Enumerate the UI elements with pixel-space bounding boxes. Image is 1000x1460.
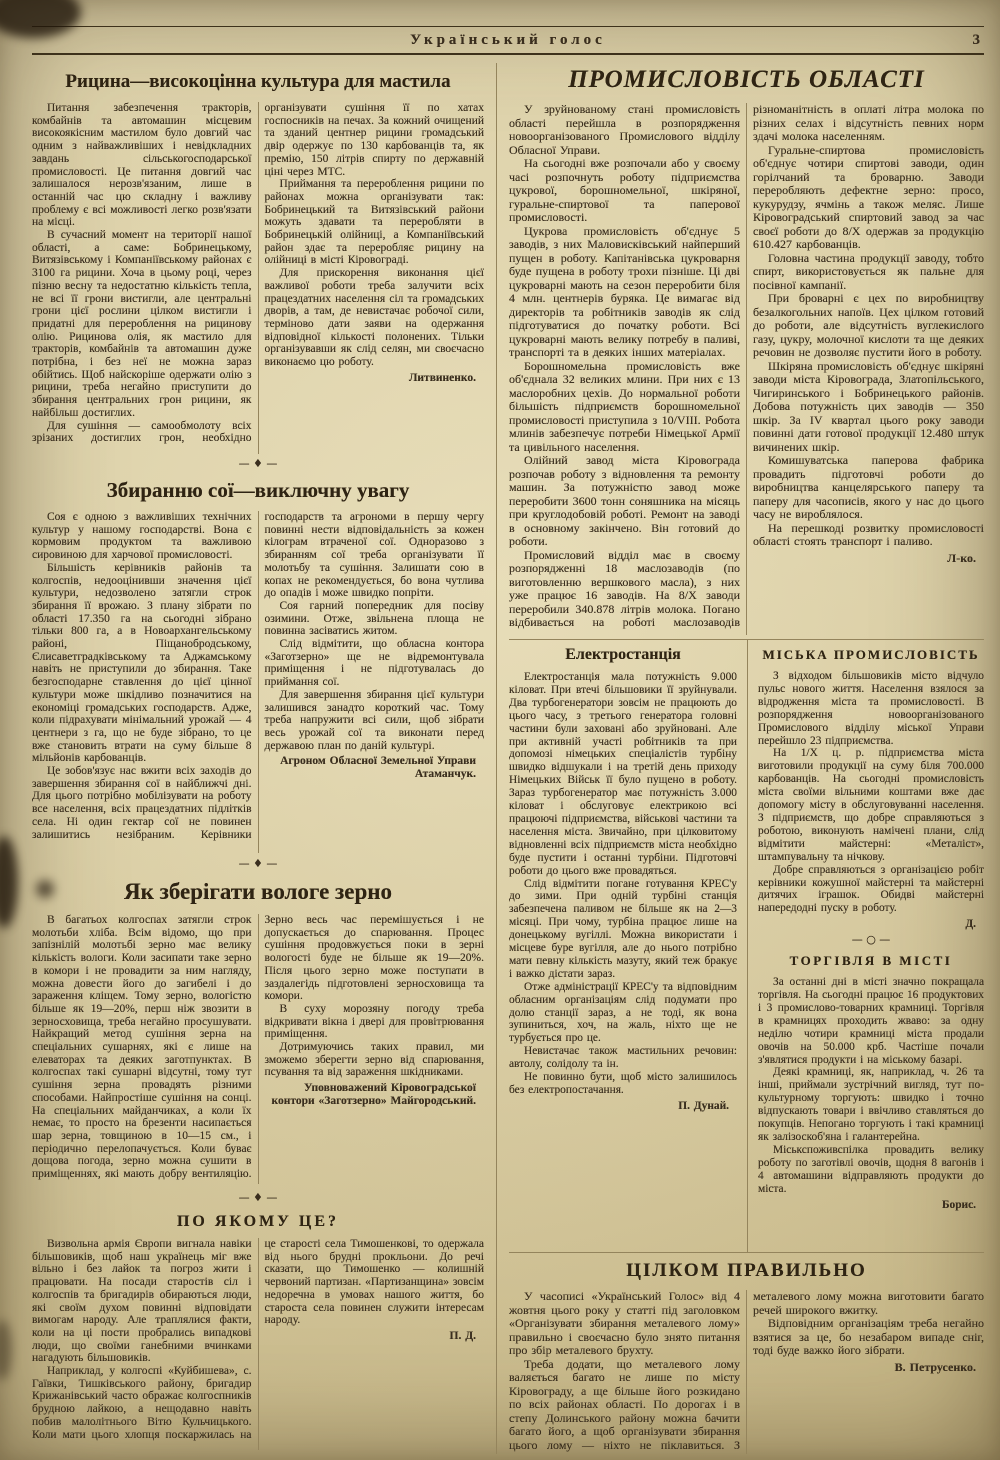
article-tsilkom-pravylno: [509, 1252, 984, 1454]
newspaper-title: Український голос: [410, 31, 606, 48]
article-title: ТОРГІВЛЯ В МІСТІ: [789, 953, 953, 969]
paragraph: Промисловий відділ має в своєму розпорядженні 18 маслозаводів (по виготовленню вершкового масла), з них уже працює 16 заводів. На 8/X заводи переробили 340.878 літрів молока. Погано відбивається на роботі маслозаводів різноманітність в оплаті літра молока по різних селах і відсутність певних норм здачі молока населенням.: [509, 103, 984, 629]
byline: Борис.: [941, 1198, 976, 1211]
byline: В. Петрусенко.: [894, 1359, 976, 1374]
paragraph: Отже адміністрації КРЕС'у та відповідним обласним організаціям слід подумати про долю станції зараз, а не тоді, як вона зупиниться, хоч, на жаль, ніхто ще не турбується про це.: [509, 980, 737, 1045]
paragraph: Треба додати, що металевого лому валяється багато не лише по місту Кіровограду, а ще більше його розкидано по всіх районах області. По дорогах і в степу Долинського району можна бачити багато його, а щоб організувати збирання цього лому — ніхто не піклавиться. З металевого лому можна виготовити багато речей широкого вжитку.: [509, 1290, 984, 1452]
byline: П. Дунай.: [678, 1099, 729, 1112]
byline: Уповноважений Кіровоградської контори «Заготзерно» Майгородський.: [271, 1082, 476, 1107]
page-content: [32, 6, 984, 1454]
paragraph: В багатьох колгоспах затягли строк молотьби хліба. Всім відомо, що при запізнілій молотьбі зерно має велику кількість вологи. Коли засипати таке зерно в комори і не провадити за ним нагляду, можна довести його до загибелі і до зараження кліщем. Тому зерно, вологістю більше як 19—20%, перш ніж звозити в зерносховища, треба негайно просушувати. Найкращий метод сушіння зерна на спеціальних сушарнях, які є лише на елеваторах та деяких заготпунктах. В колгоспах такі сушарні відсутні, тому тут сушіння зерна провадять різними способами. Найпростіше сушіння на сонці. На спеціальних майданчиках, а коли їх немає, то просто на брезенти насипається шар зерна, товщиною в 10—15 см., і періодично перелопачується. Коли буває дощова погода, зерно можна сушити в приміщеннях, які мають добру вентиляцію. Зерно весь час перемішується і не допускається до спарювання. Процес сушіння продовжується поки в зерні вологості буде не більше як 19—20%. Після цього зерно може поступати в заздалегідь підготовлені зерносховища та комори.: [32, 914, 484, 1181]
article-body: [758, 976, 984, 1211]
paragraph: Приймання та перероблення рицини по районах можна організувати так: Бобринецький та Витязівський райони можуть здавати та переробляти в Бобринецькій олійниці, а Компаніївський район здає та переробляє рицину на олійниці в місті Кіровограді.: [264, 178, 484, 267]
byline-role: Агроном Обласної Земельної Управи: [280, 755, 476, 768]
byline: П. Д.: [449, 1329, 476, 1342]
byline: Литвиненко.: [408, 371, 476, 384]
article-miska-promyslovist: [758, 640, 984, 931]
paragraph: Слід відмітити, що обласна контора «Заготзерно» ще не відремонтувала приміщення і не підготувалась до приймання сої.: [264, 638, 484, 689]
paragraph: З відходом більшовиків місто відчуло пульс нового життя. Населення взялося за відродження міста та промисловості. В розпорядження новоорганізованого Промислового відділу міської Управи перейшло 23 підприємства.: [758, 670, 984, 747]
subcolumn-miska-torhivlia: [748, 640, 984, 1252]
paragraph: Електростанція мала потужність 9.000 кіловат. При втечі більшовики її зруйнували. Два турбогенератори зовсім не працюють до цього часу, з третього генератора головні частини були заховані або зруйновані. Але при активній участі робітників та при допомозі німецьких спеціалістів турбіну швидко відшукали і на третій день приходу Німецьких Військ її було пущено в роботу. Зараз турбогенератор має потужність 3.000 кіловат і обслуговує електрикою всі працюючі підприємства, військові частини та населення міста. Звичайно, при цілковитому відновленні всіх підприємств міста необхідно буде пустити і останні турбіни. Підготовчі роботи до цього вже провадяться.: [509, 671, 737, 877]
diamond-separator-icon: — ♦ —: [238, 1191, 278, 1204]
paragraph: Соя є одною з важливіших технічних культур у нашому господарстві. Вона є кормовим продуктом та важливою сировиною для харчової промисловості.: [32, 511, 252, 562]
article-torhivlia-v-misti: [758, 949, 984, 1252]
paragraph: Для завершення збирання цієї культури залишився занадто короткий час. Тому треба напружити всі сили, щоб зібрати весь урожай сої та виконати перед державою план по даній культурі.: [264, 688, 484, 752]
paragraph: Відповідним організаціям треба негайно взятися за це, бо незабаром випаде сніг, тоді буде важко його зібрати.: [753, 1316, 984, 1357]
paragraph: Цукрова промисловість об'єднує 5 заводів, з них Маловисківський найперший пущен в роботу. Капітанівська цукроварня буде пущена в роботу трохи пізніше. Ці дві цукроварні мають на сезон переробити біля 4 млн. центнерів буряка. Це вимагає від директорів та робітників заводів як слід підготуватися до початку роботи. Всі цукроварні мають велику потребу в паливі, транспорті та в деяких інших матеріалах.: [509, 223, 740, 359]
columns-wrapper: [32, 55, 984, 1454]
paragraph: На перешкоді розвитку промисловості області стоять транспорт і паливо.: [753, 520, 984, 548]
paragraph: Головна частина продукції заводу, тобто спирт, використовується як пальне для посівної кампанії.: [753, 250, 984, 292]
article-rycyna: [32, 63, 484, 455]
paragraph: У зруйнованому стані промисловість області перейшла в розпорядження новоорганізованого Промислового відділу Обласної Управи.: [509, 103, 740, 157]
paragraph: Слід відмітити погане готування КРЕС'у до зими. При одній турбіні станція забезпечена паливом не більше як на 2—3 місяці. При чому, турбіна працює лише на донецькому вугіллі. Можна використати і місцеве буре вугілля, але до нього потрібно мати певну кількість мазуту, який теж бракує і важко дістати зараз.: [509, 877, 737, 980]
right-subcolumns: [509, 639, 984, 1252]
paragraph: В сучасний момент на території нашої області, а саме: Бобринецькому, Витязівському і Компаніївському районах є 3100 га рицини. Хоча в цьому році, через пізню весну та недостатню кількість тепла, не всі її грони вистигли, але центральні грони цієї рослини цілком вистигли і придатні для перероблення на рицинову олію. Рицинова олія, як мастило для тракторів, комбайнів та автомашин дуже потрібна, і без неї не можна зараз обійтись. Щоб найскоріше одержати олію з рицини, треба негайно приступити до збирання центральних грон рицини, як найбільш достиглих.: [32, 229, 252, 419]
article-title: ПО ЯКОМУ ЦЕ?: [176, 1213, 340, 1230]
diamond-separator-icon: — ♦ —: [238, 857, 278, 870]
diamond-separator-icon: — ♦ —: [238, 457, 278, 470]
paragraph: Олійний завод міста Кіровограда розпочав роботу з відновлення та ремонту машин. За потужністю завод може переробити 3600 тонн соняшника на місяць при круглодобовій роботі. Ремонт на заводі в основному закінчено. Він готовий до роботи.: [509, 453, 740, 548]
paragraph: У часописі «Український Голос» від 4 жовтня цього року у статті під заголовком «Організувати збирання металевого лому» правильно і своєчасно було знято питання про збір металевого брухту.: [509, 1290, 740, 1357]
article-body: [32, 914, 484, 1184]
paragraph: Для прискорення виконання цієї важливої роботи треба залучити всіх працездатних населення сіл та громадських дворів, а там, де невистачає робочої сили, терміново дати заяви на одержання відповідної кількості полонених. Тільки організувавши як слід селян, ми своєчасно виконаємо цю роботу.: [264, 267, 484, 369]
paragraph: Соя гарний попередник для посіву озимини. Отже, звільнена площа не повинна засіватись житом.: [264, 599, 484, 638]
byline: Л-ко.: [947, 550, 976, 565]
paragraph: Визвольна армія Європи вигнала навіки більшовиків, щоб наш українець міг вже вільно і без лайок та погроз жити і працювати. На посади старостів сіл і колгоспів та бригадирів обираються люди, які своїм духом повинні відповідати вимогам народу. Але траплялися факти, коли на ці пости пробрались випадкові люди, що своїми ганебними вчинками нагадують більшовиків.: [32, 1238, 252, 1365]
article-promyslovist-oblasti: [509, 63, 984, 639]
ink-stain: [0, 836, 18, 928]
paragraph: Добре справляються з організацією робіт керівники кожушної майстерні та майстерні дитячих іграшок. Обидві майстерні напередодні пуску в роботу.: [758, 863, 984, 915]
article-elektrostantsiya: [509, 640, 737, 1113]
paragraph: За останні дні в місті значно покращала торгівля. На сьогодні працює 16 продуктових і 3 промислово-товарних крамниці. Торгівля в крамницях проходить жваво: за одну неділю чотири крамниці міста продали овочів на 50.000 крб. Частіше почали з'являтися продукти і на міському базарі.: [758, 976, 984, 1066]
paragraph: При броварні є цех по виробництву безалкогольних напоїв. Цех цілком готовий до роботи, але відсутність вуглекислого газу, цукру, молочної кислоти та ще деяких речовин не дозволяє пустити його в роботу.: [753, 291, 984, 359]
paragraph: Не повинно бути, щоб місто залишилось без електропостачання.: [509, 1071, 737, 1096]
paragraph: Шкіряна промисловість об'єднує шкіряні заводи міста Кіровограда, Златопільського, Чигиринського і Бобринецького районів. Добова потужність цих заводів — 350 шкір. За IV квартал цього року заводи повинні дати готової продукції 12.480 штук вичинених шкір.: [753, 358, 984, 454]
paragraph: Це зобов'язує нас вжити всіх заходів до завершення збирання сої в найближчі дні. Для цього потрібно мобілізувати на роботу все населення, всіх працездатних підлітків села. Ні один гектар сої не повинен залишитись незібраним. Керівники господарств та агрономи в першу чергу повинні нести відповідальність за кожен кілограм втраченої сої. Одноразово з збиранням сої треба організувати її молотьбу та сушіння. Залишати сою в копах не рекомендується, бо вона чутлива до опадів і може швидко попріти.: [32, 511, 484, 841]
paragraph: На сьогодні вже розпочали або у своєму часі розпочнуть роботу підприємства цукрової, борошномельної, шкіряної, гуральне-спиртової та паперової промисловості.: [509, 156, 740, 224]
paragraph: Борошномельна промисловість вже об'єднала 32 великих млини. При них є 13 маслоробних цехів. До нормальної роботи більшість підприємств борошномельної промисловості приступила з 10/VIII. Робота млинів забезпечує потреби Німецької Армії та цивільного населення.: [509, 358, 740, 454]
article-title: ЦІЛКОМ ПРАВИЛЬНО: [626, 1260, 867, 1281]
page-number: 3: [972, 31, 980, 48]
paragraph: Комишуватська паперова фабрика провадить підготовчі роботи до виробництва канцелярського паперу та паперу для часописів, якого у нас до цього часу не вироблялося.: [753, 453, 984, 521]
paragraph: Деякі крамниці, як, наприклад, ч. 26 та інші, приймали зустрічний вигляд, тут по-культурному торгують: швидко і точно відпускають товари і ввічливо ставляться до покупців. Непогано торгують і такі крамниці як залізоскоб'яна і галантерейна.: [758, 1066, 984, 1143]
article-body: [32, 511, 484, 853]
masthead: [32, 26, 984, 55]
paragraph: Наприклад, у колгоспі «Куйбишева», с. Гаївки, Тишківського району, бригадир Крижанівський часто ображає колгоспників брудною лайкою, а нещодавно навіть побив малолітнього Вітю Кульчицького. Коли мати цього хлопця поскаржилась на це старості села Тимошенкові, то одержала від нього брудні прокльони. До речі сказати, що Тимошенко — колишній червоний партизан. «Партизанщина» зовсім недоречна в умовах нашого життя, бо староста села повинен служити інтересам народу.: [32, 1238, 484, 1441]
article-title: ПРОМИСЛОВІСТЬ ОБЛАСТІ: [568, 66, 925, 93]
article-title: Збиранню сої—виключну увагу: [106, 478, 410, 502]
paragraph: Для сушіння — самообмолоту всіх зрізаних достиглих грон, необхідно організувати сушіння її по хатах госпосників на печах. За кожний очищений та зданий центнер рицини громадський двір одержує по 130 карбованців та, як премію, 150 літрів спирту по державній ціні через МТС.: [32, 102, 484, 445]
byline-name: Атаманчук.: [414, 768, 476, 781]
paragraph: Гуральне-спиртова промисловість об'єднує чотири спиртові заводи, один горілчаний та броварню. Заводи переробляють дефектне зерно: просо, кукурудзу, ячмінь а також меляс. Лише Кіровоградський спиртовий завод за час своєї роботи до 8/X одержав за продукцію 610.427 карбованців.: [753, 142, 984, 251]
article-body: [509, 1290, 984, 1454]
byline: Д.: [965, 918, 976, 931]
paragraph: Питання забезпечення тракторів, комбайнів та автомашин місцевим високоякісним мастилом було довгий час одним з найважливіших і невідкладних завдань сільськогосподарської промисловості. Це питання довгий час залишалося нерозв'язаним, лише в останній час цю складну і важливу проблему є всі можливості легко розв'язати на місці.: [32, 102, 252, 229]
article-body: [32, 102, 484, 454]
right-half: [497, 63, 984, 1454]
article-grain: [32, 873, 484, 1189]
article-body: [509, 671, 737, 1113]
paragraph: Невистачає також мастильних речовин: автолу, солідолу та ін.: [509, 1045, 737, 1071]
paragraph: Більшість керівників районів та колгоспів, недооцінивши значення цієї культури, недозволено затягли строк збирання її врожаю. З плану зібрати по області 17.350 га на сьогодні зібрано тільки 800 га, а в Новоархангельському районі, Піщанобродському, Єлисаветградківському та Аджамському навіть не приступили до збирання. Таке безгосподарне ставлення до цієї цінної культури може шкідливо позначитися на економіці громадських господарств. Адже, коли підрахувати мінімальний урожай — 4 центнери з га, що не буде зібрано, то це вже становить втрати на суму більше 8 мільйонів карбованців.: [32, 561, 252, 765]
paragraph: На 1/X ц. р. підприємства міста виготовили продукції на суму біля 700.000 карбованців. На сьогодні промисловість міста своїми вільними коштами вже дає допомогу місту в обслуговуванні населення. З підприємств, що добре справляються з роботою, виконують намічені плани, слід відмітити майстерні: «Металіст», штампувальну та нічкову.: [758, 747, 984, 863]
article-title: Як зберігати вологе зерно: [123, 879, 393, 904]
article-title: Електростанція: [565, 646, 681, 663]
article-body: [32, 1238, 484, 1450]
byline: [265, 755, 485, 780]
paragraph: Дотримуючись таких правил, ми зможемо зберегти зерно від спарювання, псування та від зараження шкідниками.: [264, 1041, 484, 1079]
article-title: МІСЬКА ПРОМИСЛОВІСТЬ: [762, 647, 980, 662]
article-soya: [32, 473, 484, 855]
circle-separator-icon: — ○ —: [851, 933, 891, 947]
paragraph: В суху морозяну погоду треба відкривати вікна і двері для провітрювання приміщення.: [264, 1002, 484, 1041]
article-po-yakomu: [32, 1207, 484, 1454]
article-body: [758, 670, 984, 931]
article-title: Рицина—високоцінна культура для мастила: [65, 71, 451, 92]
paragraph: Міськспоживспілка провадить велику роботу по заготівлі овочів, щодня 8 вагонів і 4 автомашини відправляють продукти до міста.: [758, 1143, 984, 1195]
ink-stain: [0, 1320, 12, 1380]
article-body: [509, 103, 984, 635]
left-half: [32, 63, 497, 1454]
subcolumn-elektrostantsiya: [509, 640, 748, 1252]
